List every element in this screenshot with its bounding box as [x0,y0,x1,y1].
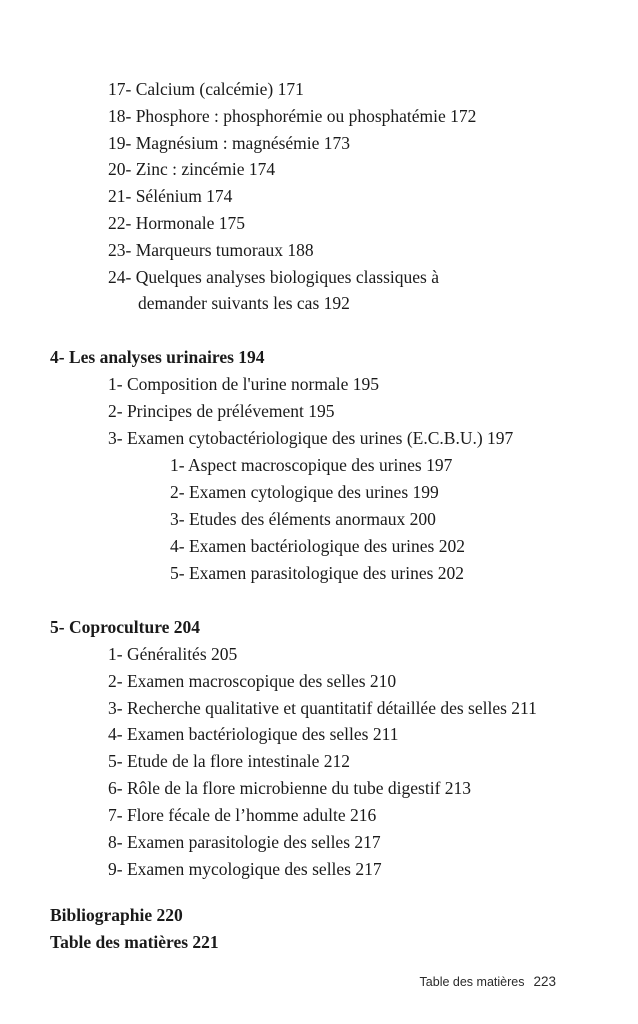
toc-entry: 17- Calcium (calcémie) 171 [108,79,304,99]
toc-entry: 4- Examen bactériologique des selles 211 [108,724,399,744]
toc-subentry: 3- Etudes des éléments anormaux 200 [170,509,436,529]
page-number: 223 [533,974,556,989]
running-footer-title: Table des matières [419,975,525,989]
toc-entry: 2- Principes de prélévement 195 [108,401,335,421]
toc-entry: 24- Quelques analyses biologiques classiques à [108,267,439,287]
toc-entry: 1- Généralités 205 [108,644,238,664]
toc-entry: 6- Rôle de la flore microbienne du tube digestif 213 [108,778,472,798]
section-heading: 4- Les analyses urinaires 194 [50,347,265,367]
section-heading: 5- Coproculture 204 [50,617,201,637]
toc-subentry: 1- Aspect macroscopique des urines 197 [170,455,453,475]
toc-entry: 2- Examen macroscopique des selles 210 [108,671,397,691]
toc-entry: 20- Zinc : zincémie 174 [108,159,276,179]
table-of-contents-heading: Table des matières 221 [50,932,219,952]
toc-subentry: 5- Examen parasitologique des urines 202 [170,563,465,583]
toc-entry: 3- Examen cytobactériologique des urines (E.C.B.U.) 197 [108,428,514,448]
toc-entry: 5- Etude de la flore intestinale 212 [108,751,351,771]
toc-entry: 3- Recherche qualitative et quantitatif détaillée des selles 211 [108,698,537,718]
toc-subentry: 4- Examen bactériologique des urines 202 [170,536,465,556]
toc-entry: 7- Flore fécale de l’homme adulte 216 [108,805,377,825]
bibliography-heading: Bibliographie 220 [50,905,183,925]
toc-entry: 23- Marqueurs tumoraux 188 [108,240,314,260]
toc-entry: 9- Examen mycologique des selles 217 [108,859,382,879]
page-footer [420,974,556,989]
toc-entry: 21- Sélénium 174 [108,186,233,206]
toc-subentry: 2- Examen cytologique des urines 199 [170,482,439,502]
toc-entry: 18- Phosphore : phosphorémie ou phosphatémie 172 [108,106,477,126]
toc-entry: 1- Composition de l'urine normale 195 [108,374,379,394]
toc-entry: 19- Magnésium : magnésémie 173 [108,133,351,153]
toc-entry: 8- Examen parasitologie des selles 217 [108,832,381,852]
toc-entry-continuation: demander suivants les cas 192 [138,293,350,313]
toc-entry: 22- Hormonale 175 [108,213,246,233]
